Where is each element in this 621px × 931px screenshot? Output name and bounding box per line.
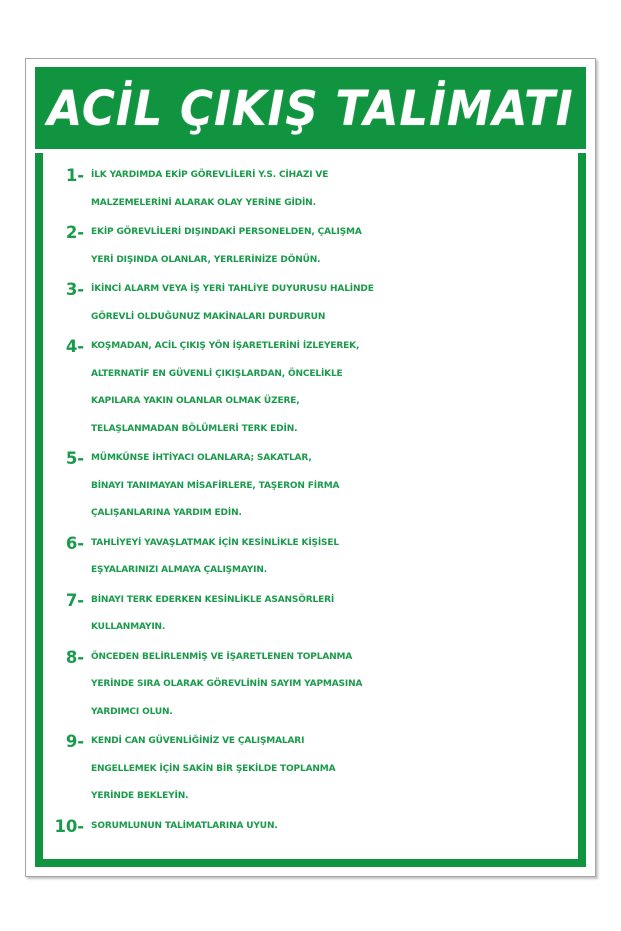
instruction-number: 1-: [65, 166, 84, 185]
instruction-text-line: BİNAYI TERK EDERKEN KESİNLİKLE ASANSÖRLERİ: [91, 594, 335, 605]
instruction-text-line: YERİ DIŞINDA OLANLAR, YERLERİNİZE DÖNÜN.: [91, 254, 321, 265]
instruction-text: [91, 333, 574, 443]
instruction-number: 8-: [65, 647, 84, 667]
instruction-item: [47, 445, 574, 528]
instruction-text-line: GÖREVLİ OLDUĞUNUZ MAKİNALARI DURDURUN: [91, 311, 326, 322]
poster-inner-panel: [35, 67, 586, 867]
instruction-text-line: KENDİ CAN GÜVENLİĞİNİZ VE ÇALIŞMALARI: [91, 736, 305, 746]
instruction-text-line: TAHLİYEYİ YAVAŞLATMAK İÇİN KESİNLİKLE KİŞİSEL: [91, 537, 339, 548]
instruction-number: 4-: [65, 337, 84, 356]
instruction-item: [47, 530, 574, 585]
instruction-number: 3-: [65, 280, 84, 299]
instruction-text-line: YERİNDE BEKLEYİN.: [91, 791, 189, 801]
instruction-item: [47, 587, 574, 642]
instruction-text-line: TELAŞLANMADAN BÖLÜMLERİ TERK EDİN.: [91, 423, 298, 434]
instruction-text: [91, 644, 574, 727]
instruction-item: [47, 728, 574, 811]
instruction-text-line: İKİNCİ ALARM VEYA İŞ YERİ TAHLİYE DUYURUSU HALİNDE: [91, 284, 374, 294]
poster-body-frame: [35, 153, 586, 867]
instruction-text: [91, 276, 574, 331]
instruction-text-line: YERİNDE SIRA OLARAK GÖREVLİNİN SAYIM YAPMASINA: [91, 679, 363, 689]
instruction-text-line: ÖNCEDEN BELİRLENMİŞ VE İŞARETLENEN TOPLANMA: [91, 651, 353, 662]
instruction-text-line: KAPILARA YAKIN OLANLAR OLMAK ÜZERE,: [91, 396, 300, 406]
instruction-text-line: İLK YARDIMDA EKİP GÖREVLİLERİ Y.S. CİHAZI VE: [91, 170, 329, 180]
instruction-text: [91, 162, 574, 217]
instruction-text: [91, 728, 574, 811]
instruction-number: 7-: [65, 590, 84, 610]
instruction-item: [47, 276, 574, 331]
instruction-item: [47, 813, 574, 841]
instruction-text-line: MÜMKÜNSE İHTİYACI OLANLARA; SAKATLAR,: [91, 453, 312, 463]
instruction-text: [91, 813, 574, 841]
instruction-number: 9-: [65, 732, 84, 751]
instruction-list: [43, 153, 578, 859]
instruction-item: [47, 162, 574, 217]
instruction-text-line: EKİP GÖREVLİLERİ DIŞINDAKİ PERSONELDEN, ÇALIŞMA: [91, 227, 362, 237]
emergency-exit-poster: [25, 58, 596, 877]
page-title: ACİL ÇIKIŞ TALİMATI: [47, 79, 574, 137]
instruction-text: [91, 219, 574, 274]
instruction-text-line: ENGELLEMEK İÇİN SAKİN BİR ŞEKİLDE TOPLANMA: [91, 763, 336, 774]
instruction-text-line: YARDIMCI OLUN.: [91, 706, 173, 717]
instruction-text-line: KULLANMAYIN.: [91, 622, 166, 632]
instruction-number: 10-: [54, 816, 84, 836]
instruction-item: [47, 333, 574, 443]
instruction-number: 5-: [65, 449, 84, 468]
instruction-item: [47, 219, 574, 274]
instruction-text-line: EŞYALARINIZI ALMAYA ÇALIŞMAYIN.: [91, 565, 267, 575]
instruction-number: 6-: [65, 533, 84, 553]
instruction-item: [47, 644, 574, 727]
poster-title-band: [35, 67, 586, 149]
instruction-text-line: MALZEMELERİNİ ALARAK OLAY YERİNE GİDİN.: [91, 197, 316, 208]
instruction-text: [91, 445, 574, 528]
instruction-text-line: SORUMLUNUN TALİMATLARINA UYUN.: [91, 820, 278, 831]
instruction-text: [91, 530, 574, 585]
instruction-text-line: BİNAYI TANIMAYAN MİSAFİRLERE, TAŞERON FİRMA: [91, 480, 340, 491]
instruction-text-line: KOŞMADAN, ACİL ÇIKIŞ YÖN İŞARETLERİNİ İZLEYEREK,: [91, 341, 360, 351]
instruction-number: 2-: [65, 223, 84, 242]
instruction-text-line: ALTERNATİF EN GÜVENLİ ÇIKIŞLARDAN, ÖNCELİKLE: [91, 368, 343, 379]
instruction-text: [91, 587, 574, 642]
instruction-text-line: ÇALIŞANLARINA YARDIM EDİN.: [91, 508, 242, 518]
